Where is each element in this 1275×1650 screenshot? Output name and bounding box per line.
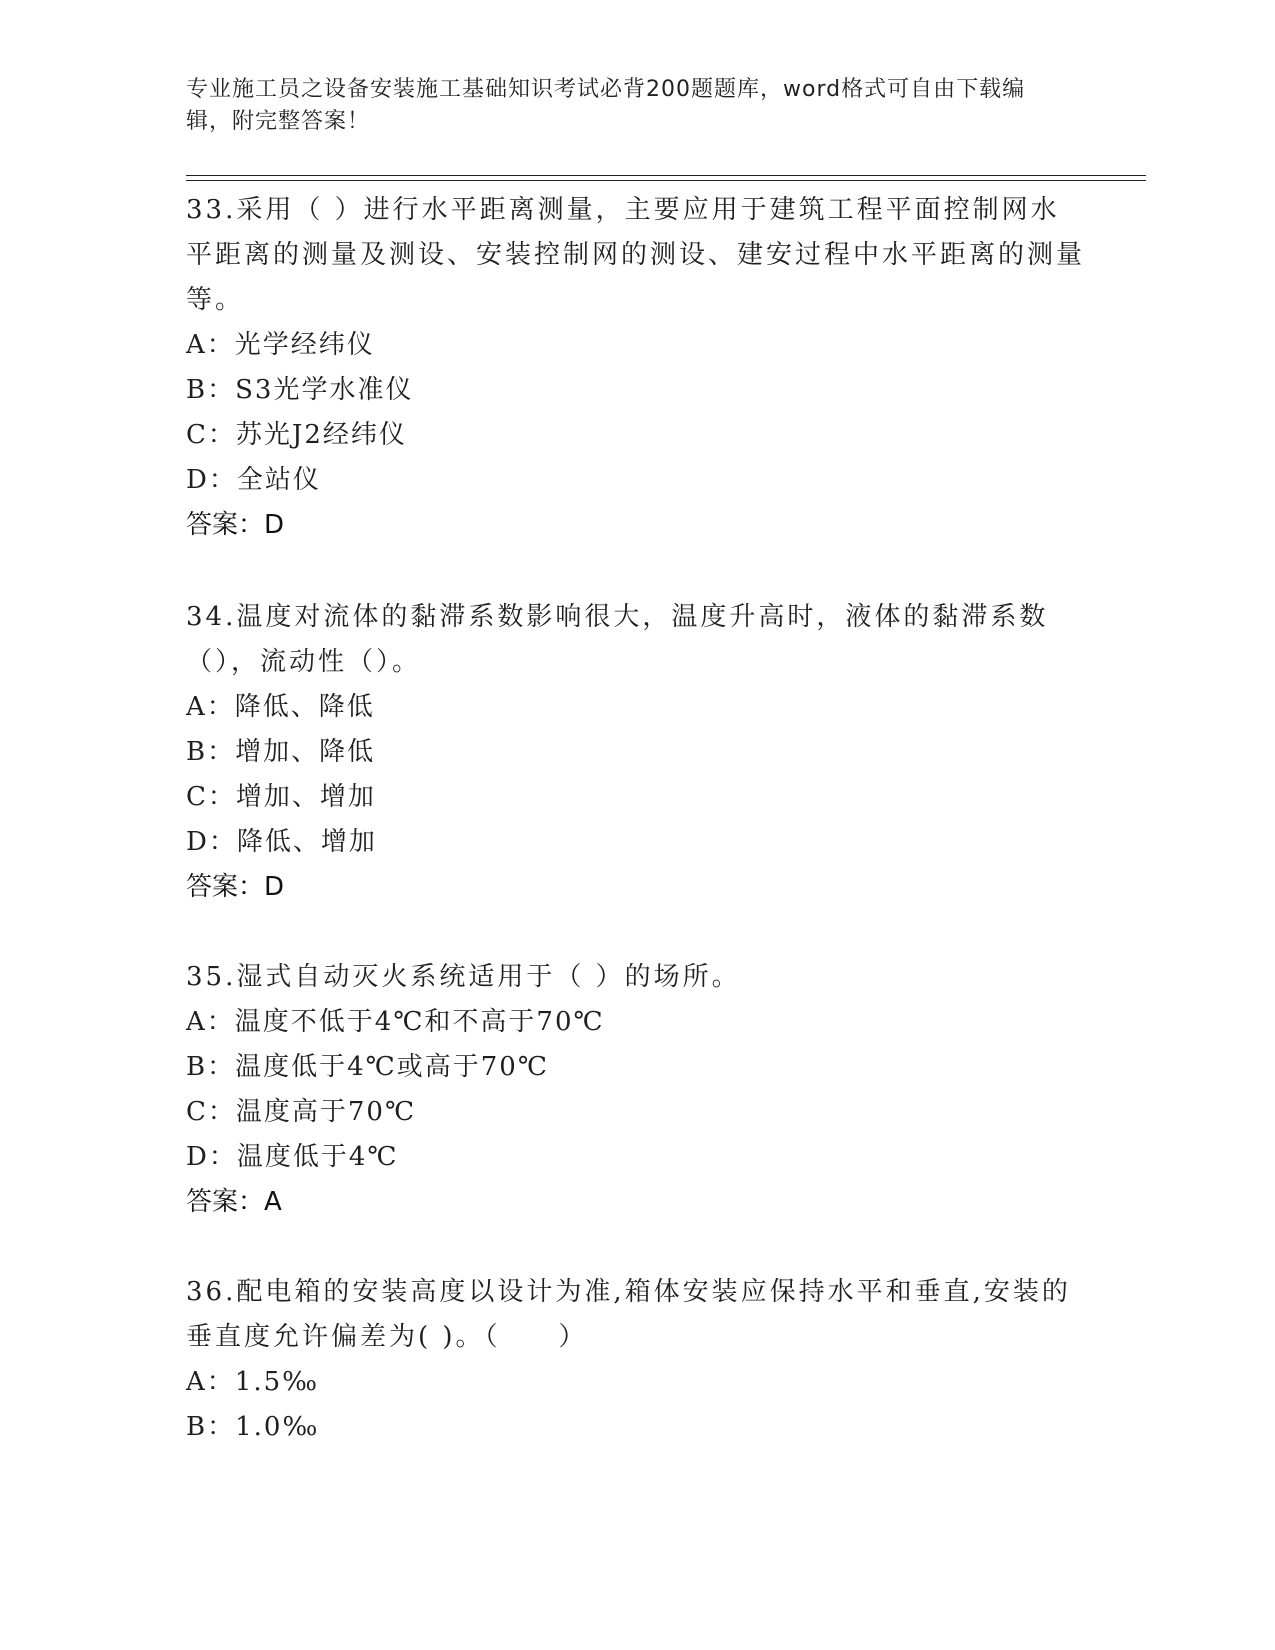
option-b: B：增加、降低	[186, 737, 376, 767]
question-34	[186, 595, 1086, 910]
option-a: A：温度不低于4℃和不高于70℃	[186, 1007, 605, 1037]
option-a: A：光学经纬仪	[186, 330, 375, 360]
question-text: 33.采用（ ）进行水平距离测量，主要应用于建筑工程平面控制网水平距离的测量及测设、安装控制网的测设、建安过程中水平距离的测量等。	[186, 195, 1086, 315]
question-text: 36.配电箱的安装高度以设计为准,箱体安装应保持水平和垂直,安装的垂直度允许偏差为( )。（ ）	[186, 1277, 1071, 1352]
option-a: A：降低、降低	[186, 692, 375, 722]
question-text: 34.温度对流体的黏滞系数影响很大，温度升高时，液体的黏滞系数（），流动性（）。	[186, 602, 1049, 677]
option-d: D：温度低于4℃	[186, 1142, 399, 1172]
document-header: 专业施工员之设备安装施工基础知识考试必背200题题库，word格式可自由下载编辑，附完整答案！	[186, 77, 1026, 134]
option-b: B：温度低于4℃或高于70℃	[186, 1052, 549, 1082]
option-c: C：苏光J2经纬仪	[186, 420, 407, 450]
header-divider-top	[186, 175, 1146, 176]
question-text: 35.湿式自动灭火系统适用于（ ）的场所。	[186, 962, 741, 992]
answer-line: 答案：D	[186, 510, 285, 540]
option-b: B：S3光学水准仪	[186, 375, 414, 405]
option-a: A：1.5‰	[186, 1367, 320, 1397]
header-divider-bottom	[186, 180, 1146, 181]
option-d: D：全站仪	[186, 465, 321, 495]
option-c: C：增加、增加	[186, 782, 376, 812]
question-33	[186, 188, 1086, 548]
question-36	[186, 1270, 1086, 1450]
answer-line: 答案：D	[186, 872, 285, 902]
option-c: C：温度高于70℃	[186, 1097, 417, 1127]
answer-line: 答案：A	[186, 1187, 282, 1217]
question-35	[186, 955, 1086, 1225]
option-b: B：1.0‰	[186, 1412, 320, 1442]
option-d: D：降低、增加	[186, 827, 377, 857]
